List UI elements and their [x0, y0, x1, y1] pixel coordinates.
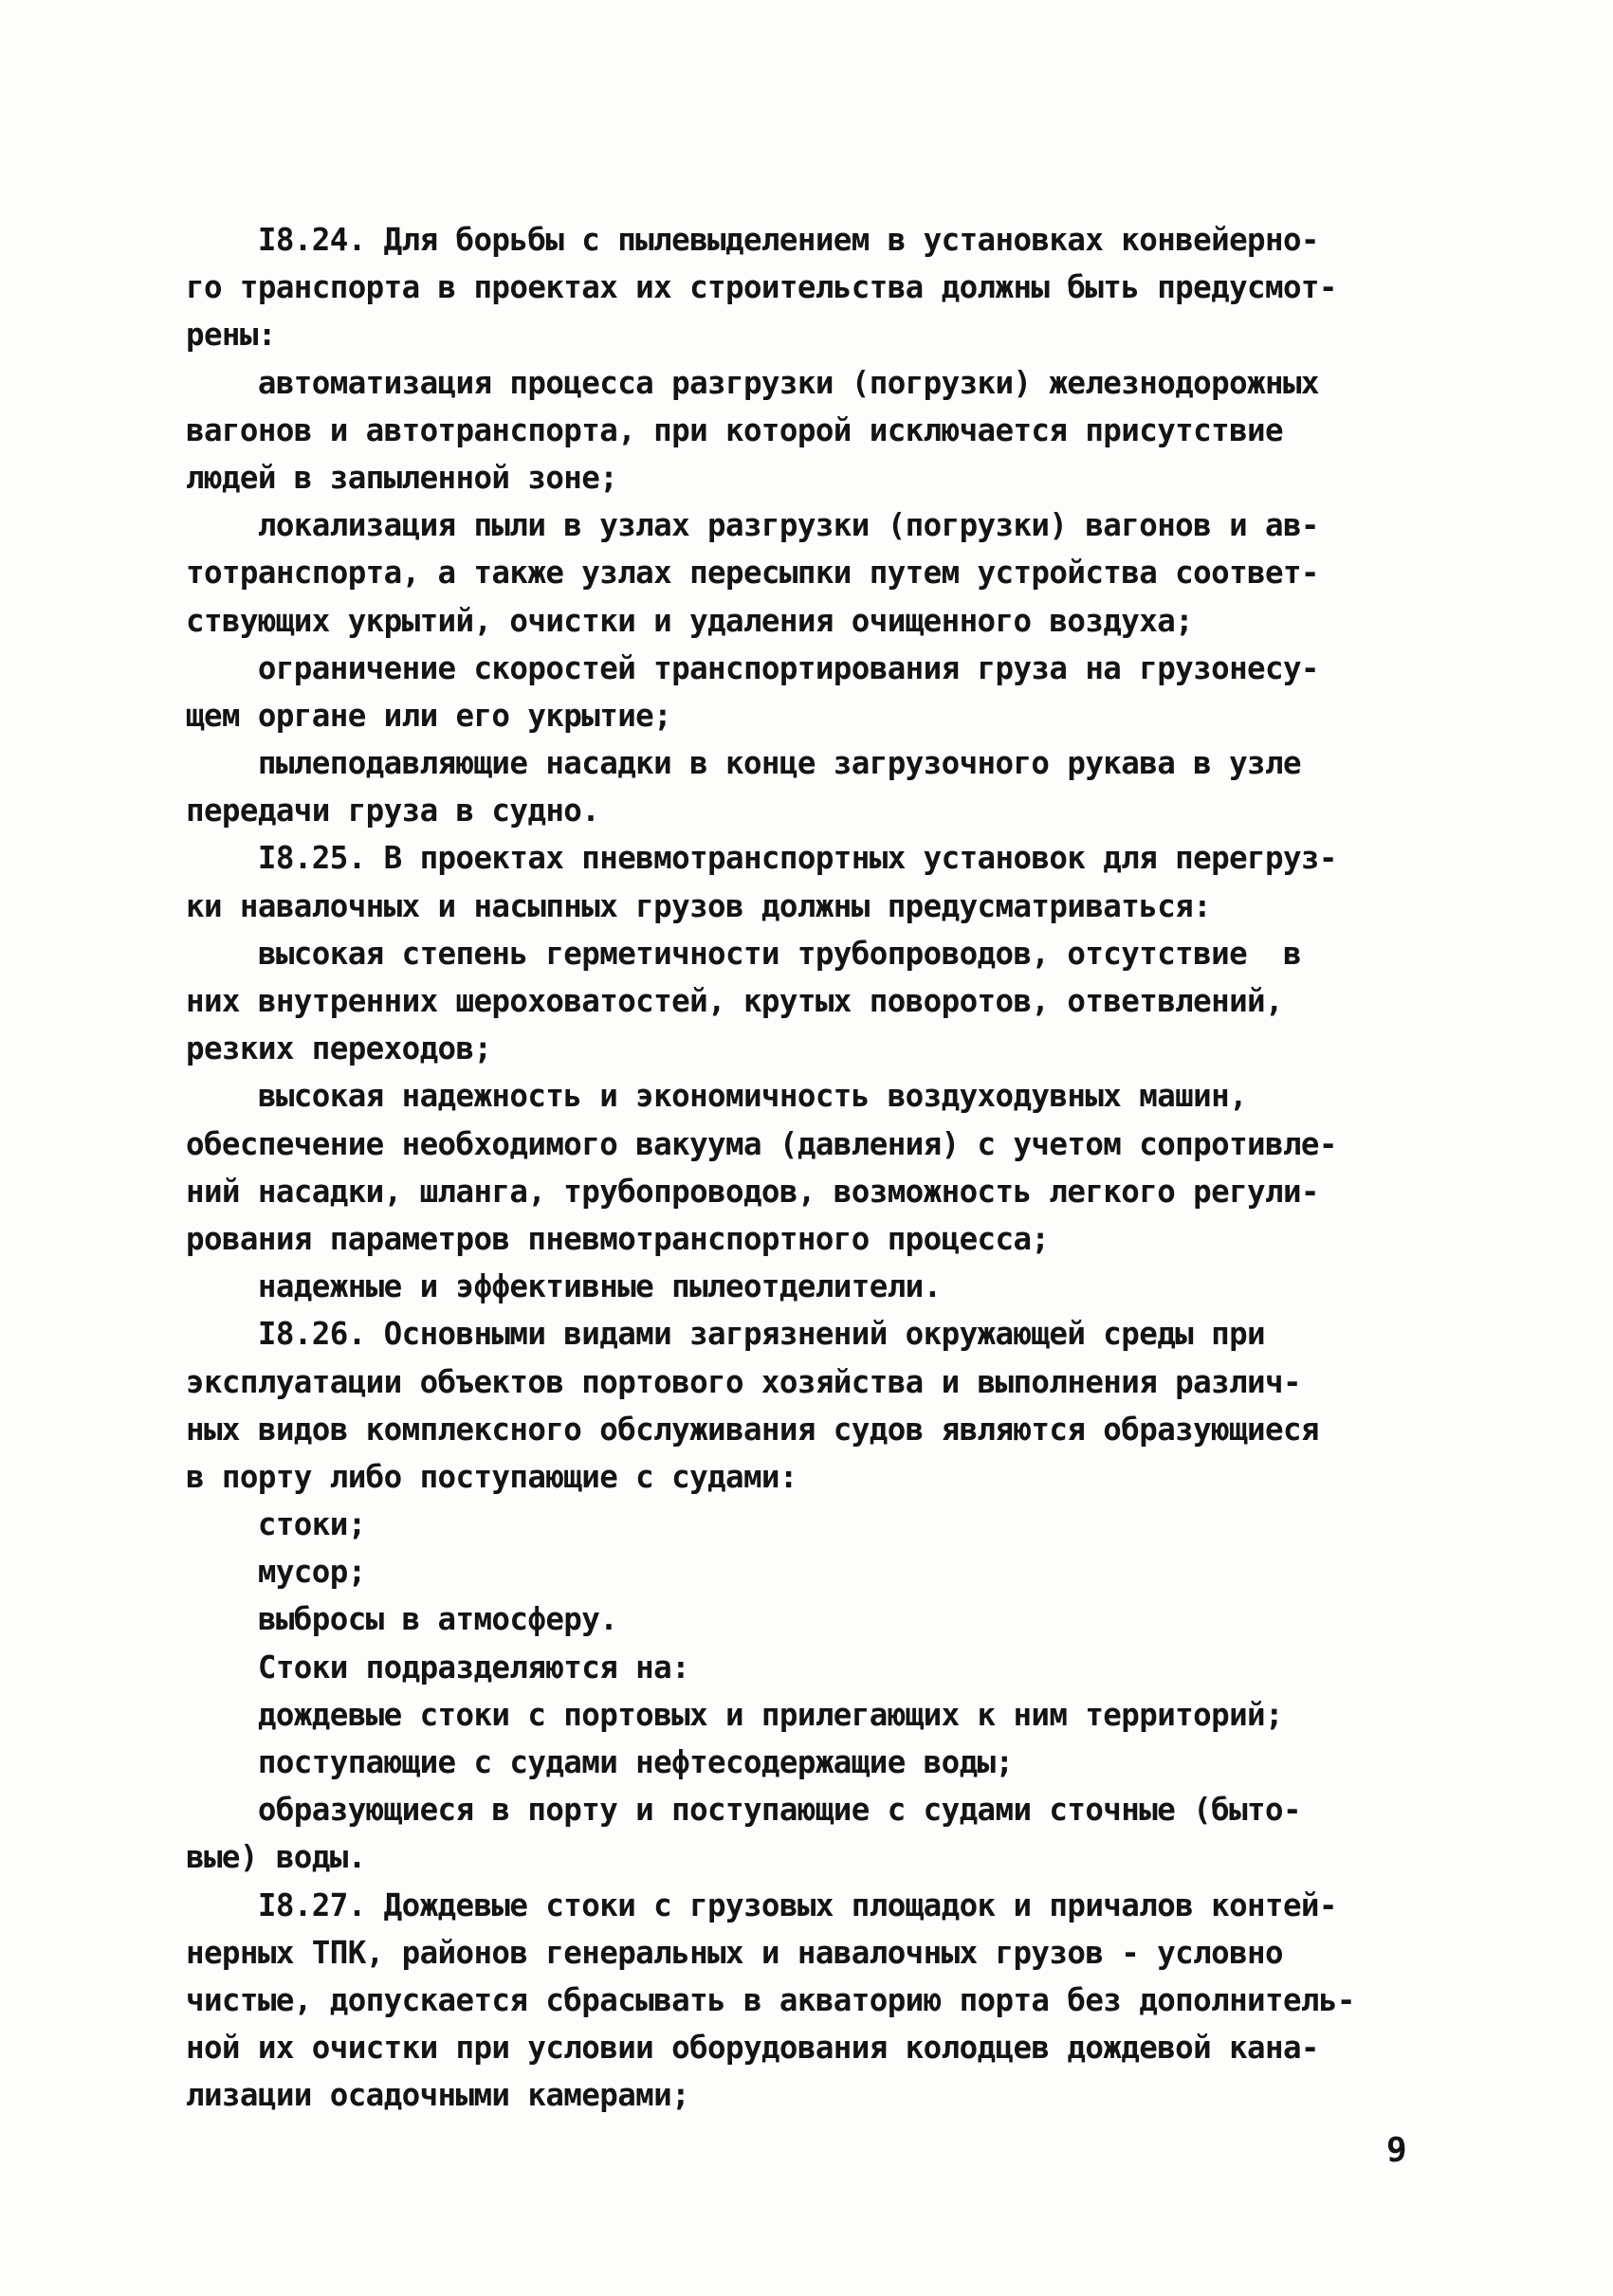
text-line: высокая надежность и экономичность воздуходувных машин, — [186, 1078, 1248, 1115]
text-line: надежные и эффективные пылеотделители. — [186, 1268, 942, 1305]
text-line: I8.27. Дождевые стоки с грузовых площадок и причалов контей- — [186, 1886, 1337, 1923]
text-line: нерных ТПК, районов генеральных и навалочных грузов - условно — [186, 1934, 1283, 1971]
text-line: дождевые стоки с портовых и прилегающих к ним территорий; — [186, 1696, 1283, 1733]
text-line: ограничение скоростей транспортирования груза на грузонесу- — [186, 649, 1319, 686]
text-line: ствующих укрытий, очистки и удаления очищенного воздуха; — [186, 602, 1194, 639]
text-line: вагонов и автотранспорта, при которой исключается присутствие — [186, 411, 1283, 448]
text-line: рены: — [186, 317, 276, 354]
text-line: стоки; — [186, 1506, 366, 1543]
text-line: лизации осадочными камерами; — [186, 2077, 690, 2114]
page-number: 9 — [1386, 2131, 1407, 2170]
text-line: вые) воды. — [186, 1839, 366, 1876]
text-line: ний насадки, шланга, трубопроводов, возможность легкого регули- — [186, 1173, 1319, 1210]
text-line: рования параметров пневмотранспортного процесса; — [186, 1220, 1050, 1257]
text-line: тотранспорта, а также узлах пересыпки путем устройства соответ- — [186, 555, 1319, 592]
text-line: ки навалочных и насыпных грузов должны предусматриваться: — [186, 887, 1212, 924]
text-line: I8.24. Для борьбы с пылевыделением в установках конвейерно- — [186, 222, 1319, 258]
text-line: пылеподавляющие насадки в конце загрузочного рукава в узле — [186, 745, 1301, 782]
text-line: щем органе или его укрытие; — [186, 697, 672, 734]
text-line: эксплуатации объектов портового хозяйства и выполнения различ- — [186, 1363, 1301, 1400]
text-line: го транспорта в проектах их строительства должны быть предусмот- — [186, 269, 1337, 306]
text-line: I8.25. В проектах пневмотранспортных установок для перегруз- — [186, 840, 1337, 877]
text-line: выбросы в атмосферу. — [186, 1601, 618, 1638]
text-line: резких переходов; — [186, 1030, 492, 1067]
text-line: обеспечение необходимого вакуума (давления) с учетом сопротивле- — [186, 1125, 1337, 1162]
text-line: мусор; — [186, 1554, 366, 1591]
text-line: в порту либо поступающие с судами: — [186, 1458, 797, 1495]
text-line: поступающие с судами нефтесодержащие воды; — [186, 1744, 1014, 1780]
text-line: автоматизация процесса разгрузки (погрузки) железнодорожных — [186, 364, 1319, 401]
text-line: передачи груза в судно. — [186, 793, 600, 829]
text-line: ной их очистки при условии оборудования колодцев дождевой кана- — [186, 2030, 1319, 2067]
text-line: них внутренних шероховатостей, крутых поворотов, ответвлений, — [186, 983, 1283, 1019]
text-line: I8.26. Основными видами загрязнений окружающей среды при — [186, 1316, 1265, 1353]
text-line: образующиеся в порту и поступающие с судами сточные (быто- — [186, 1792, 1301, 1829]
text-line: людей в запыленной зоне; — [186, 459, 618, 496]
document-body — [186, 216, 1409, 2120]
text-line: чистые, допускается сбрасывать в акваторию порта без дополнитель- — [186, 1981, 1355, 2018]
text-line: ных видов комплексного обслуживания судов являются образующиеся — [186, 1411, 1319, 1448]
text-line: Стоки подразделяются на: — [186, 1649, 690, 1686]
text-line: локализация пыли в узлах разгрузки (погрузки) вагонов и ав- — [186, 507, 1319, 544]
text-line: высокая степень герметичности трубопроводов, отсутствие в — [186, 935, 1301, 972]
